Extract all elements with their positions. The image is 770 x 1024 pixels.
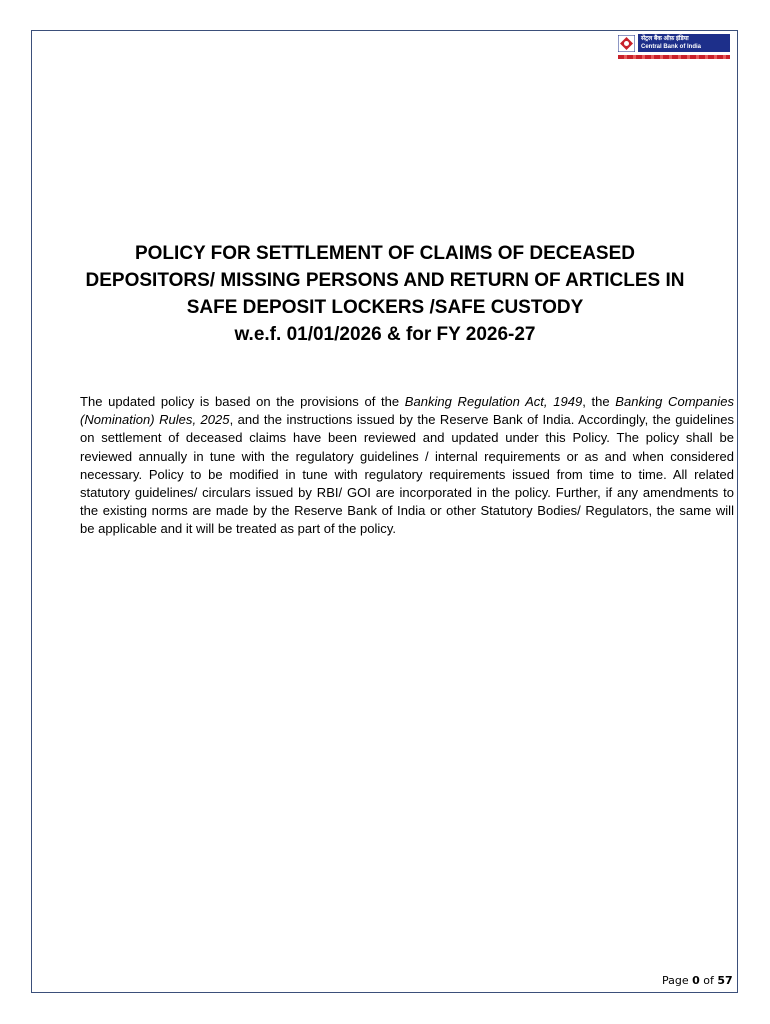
act-reference: Banking Regulation Act, 1949 (404, 394, 583, 409)
bank-name-block (638, 34, 730, 52)
page-label: Page (662, 974, 693, 987)
title-line-2: DEPOSITORS/ MISSING PERSONS AND RETURN OF ARTICLES IN (85, 270, 685, 291)
logo-strip (618, 55, 730, 59)
bank-name-hindi: सेंट्रल बैंक ऑफ़ इंडिया (641, 36, 689, 42)
page-total: 57 (717, 974, 733, 987)
policy-intro-paragraph (80, 393, 734, 539)
bank-emblem-icon (618, 35, 635, 52)
bank-name-english: Central Bank of India (641, 44, 702, 50)
body-text-2: , the (582, 394, 616, 409)
policy-title (60, 240, 710, 348)
page-number (662, 974, 733, 987)
body-text-3: , and the instructions issued by the Reserve Bank of India. Accordingly, the guidelines on settlement of deceased claims have been reviewed and updated under this Policy. The policy shall be reviewed annually in tune with the regulatory guidelines / internal requirements or as and when considered necessary. Policy to be modified in tune with regulatory requirements issued from time to time. All related statutory guidelines/ circulars issued by RBI/ GOI are incorporated in the policy. Further, if any amendments to the existing norms are made by the Reserve Bank of India or other Statutory Bodies/ Regulators, the same will be applicable and it will be treated as part of the policy. (80, 412, 735, 537)
rules-reference: Banking Companies (Nomination) Rules, 2025 (80, 394, 734, 428)
body-text-1: The updated policy is based on the provisions of the (80, 394, 405, 409)
title-line-4: w.e.f. 01/01/2026 & for FY 2026-27 (234, 324, 536, 345)
bank-logo (612, 31, 733, 62)
title-line-3: SAFE DEPOSIT LOCKERS /SAFE CUSTODY (186, 297, 584, 318)
page-current: 0 (692, 974, 700, 987)
of-label: of (699, 974, 718, 987)
title-line-1: POLICY FOR SETTLEMENT OF CLAIMS OF DECEASED (134, 243, 635, 264)
